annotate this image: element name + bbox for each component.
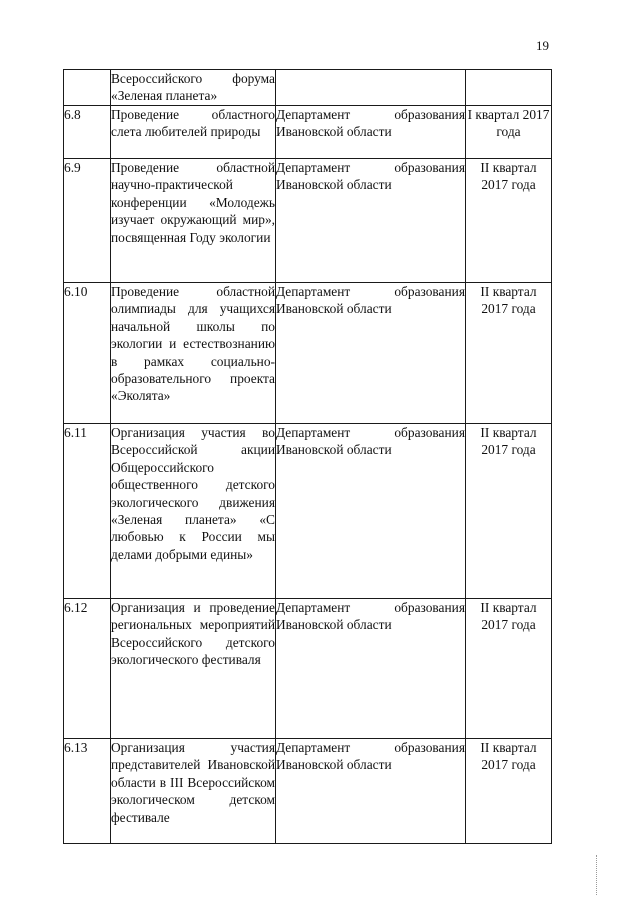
- table-row: [64, 599, 552, 739]
- row-number: 6.12: [64, 599, 111, 739]
- deadline: II квартал 2017 года: [466, 159, 552, 283]
- row-number: 6.11: [64, 424, 111, 599]
- deadline: II квартал 2017 года: [466, 424, 552, 599]
- responsible-body: [276, 70, 466, 106]
- table-row: [64, 106, 552, 159]
- row-number: 6.9: [64, 159, 111, 283]
- event-name: Организация участия во Всероссийской акции Общероссийского общественного детского экологического движения «Зеленая планета» «С любовью к России мы делами добрыми едины»: [111, 424, 276, 599]
- responsible-body: Департамент образования Ивановской области: [276, 159, 466, 283]
- responsible-body: Департамент образования Ивановской области: [276, 739, 466, 844]
- responsible-body: Департамент образования Ивановской области: [276, 283, 466, 424]
- row-number: [64, 70, 111, 106]
- deadline: [466, 70, 552, 106]
- row-number: 6.8: [64, 106, 111, 159]
- scan-artifact: [596, 855, 599, 895]
- row-number: 6.13: [64, 739, 111, 844]
- table-row: [64, 424, 552, 599]
- responsible-body: Департамент образования Ивановской области: [276, 106, 466, 159]
- deadline: I квартал 2017 года: [466, 106, 552, 159]
- page-number: 19: [536, 38, 549, 53]
- table-row: [64, 739, 552, 844]
- event-name: Проведение областной олимпиады для учащихся начальной школы по экологии и естествознанию в рамках социально-образовательного проекта «Эколята»: [111, 283, 276, 424]
- event-name: Проведение областной научно-практической конференции «Молодежь изучает окружающий мир», посвященная Году экологии: [111, 159, 276, 283]
- event-name: Проведение областного слета любителей природы: [111, 106, 276, 159]
- table-row: [64, 283, 552, 424]
- responsible-body: Департамент образования Ивановской области: [276, 599, 466, 739]
- table-row: [64, 159, 552, 283]
- deadline: II квартал 2017 года: [466, 283, 552, 424]
- deadline: II квартал 2017 года: [466, 739, 552, 844]
- table-row: [64, 70, 552, 106]
- events-table: [63, 69, 552, 844]
- row-number: 6.10: [64, 283, 111, 424]
- event-name: Организация участия представителей Ивановской области в III Всероссийском экологическом детском фестивале: [111, 739, 276, 844]
- responsible-body: Департамент образования Ивановской области: [276, 424, 466, 599]
- deadline: II квартал 2017 года: [466, 599, 552, 739]
- event-name: Организация и проведение региональных мероприятий Всероссийского детского экологического фестиваля: [111, 599, 276, 739]
- event-name: Всероссийского форума «Зеленая планета»: [111, 70, 276, 106]
